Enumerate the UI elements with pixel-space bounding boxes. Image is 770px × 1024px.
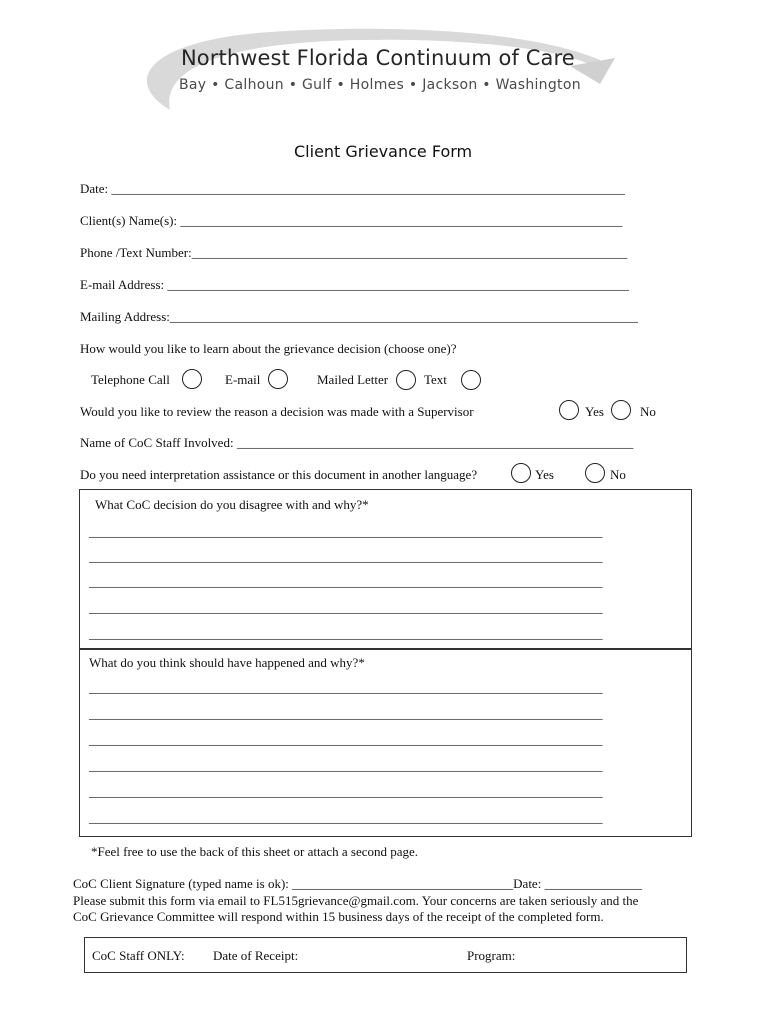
disagreement-line[interactable]: _______________________________________________________________________________: [89, 626, 603, 641]
option-text-radio[interactable]: [461, 370, 481, 390]
option-text-label: Text: [424, 372, 447, 387]
supervisor-question: Would you like to review the reason a decision was made with a Supervisor: [80, 404, 474, 419]
page-title: Client Grievance Form: [294, 142, 473, 161]
client-names-field[interactable]: Client(s) Name(s): ____________________________________________________________________: [80, 213, 623, 228]
staff-involved-field[interactable]: Name of CoC Staff Involved: _____________________________________________________________: [80, 435, 634, 450]
contact-method-question: How would you like to learn about the grievance decision (choose one)?: [80, 341, 457, 356]
disagreement-prompt: What CoC decision do you disagree with and why?*: [95, 497, 369, 512]
disagreement-line[interactable]: _______________________________________________________________________________: [89, 524, 603, 539]
org-counties: Bay • Calhoun • Gulf • Holmes • Jackson • Washington: [179, 77, 581, 93]
should-have-happened-line[interactable]: _______________________________________________________________________________: [89, 810, 603, 825]
mailing-address-field[interactable]: Mailing Address:________________________________________________________________________: [80, 309, 638, 324]
back-of-sheet-note: *Feel free to use the back of this sheet or attach a second page.: [91, 844, 419, 859]
should-have-happened-line[interactable]: _______________________________________________________________________________: [89, 784, 603, 799]
disagreement-line[interactable]: _______________________________________________________________________________: [89, 600, 603, 615]
interpretation-question: Do you need interpretation assistance or this document in another language?: [80, 467, 478, 482]
option-mailed-label: Mailed Letter: [317, 372, 389, 387]
org-name: Northwest Florida Continuum of Care: [181, 46, 575, 70]
should-have-happened-line[interactable]: _______________________________________________________________________________: [89, 732, 603, 747]
interpretation-no-label: No: [610, 467, 626, 482]
program-label: Program:: [467, 948, 516, 963]
option-mailed-radio[interactable]: [396, 370, 416, 390]
supervisor-yes-label: Yes: [585, 404, 604, 419]
option-email-label: E-mail: [225, 372, 261, 387]
submission-instructions: Please submit this form via email to FL515grievance@gmail.com. Your concerns are taken seriously and the: [73, 893, 639, 908]
supervisor-no-label: No: [640, 404, 656, 419]
phone-field[interactable]: Phone /Text Number:___________________________________________________________________: [80, 245, 628, 260]
option-telephone-label: Telephone Call: [91, 372, 170, 387]
logo-swoosh-graphic: [130, 20, 630, 125]
supervisor-yes-radio[interactable]: [559, 400, 579, 420]
interpretation-no-radio[interactable]: [585, 463, 605, 483]
disagreement-line[interactable]: _______________________________________________________________________________: [89, 549, 603, 564]
staff-only-label: CoC Staff ONLY:: [92, 948, 185, 963]
should-have-happened-prompt: What do you think should have happened and why?*: [89, 655, 365, 670]
interpretation-yes-label: Yes: [535, 467, 554, 482]
supervisor-no-radio[interactable]: [611, 400, 631, 420]
interpretation-yes-radio[interactable]: [511, 463, 531, 483]
date-field[interactable]: Date: _______________________________________________________________________________: [80, 181, 625, 196]
should-have-happened-line[interactable]: _______________________________________________________________________________: [89, 758, 603, 773]
disagreement-line[interactable]: _______________________________________________________________________________: [89, 574, 603, 589]
email-field[interactable]: E-mail Address: _______________________________________________________________________: [80, 277, 629, 292]
should-have-happened-line[interactable]: _______________________________________________________________________________: [89, 680, 603, 695]
date-of-receipt-label: Date of Receipt:: [213, 948, 299, 963]
submission-instructions-cont: CoC Grievance Committee will respond within 15 business days of the receipt of the completed form.: [73, 909, 604, 924]
option-email-radio[interactable]: [268, 369, 288, 389]
option-telephone-radio[interactable]: [182, 369, 202, 389]
should-have-happened-line[interactable]: _______________________________________________________________________________: [89, 706, 603, 721]
signature-field[interactable]: CoC Client Signature (typed name is ok): __________________________________Date: _______________: [73, 876, 643, 891]
